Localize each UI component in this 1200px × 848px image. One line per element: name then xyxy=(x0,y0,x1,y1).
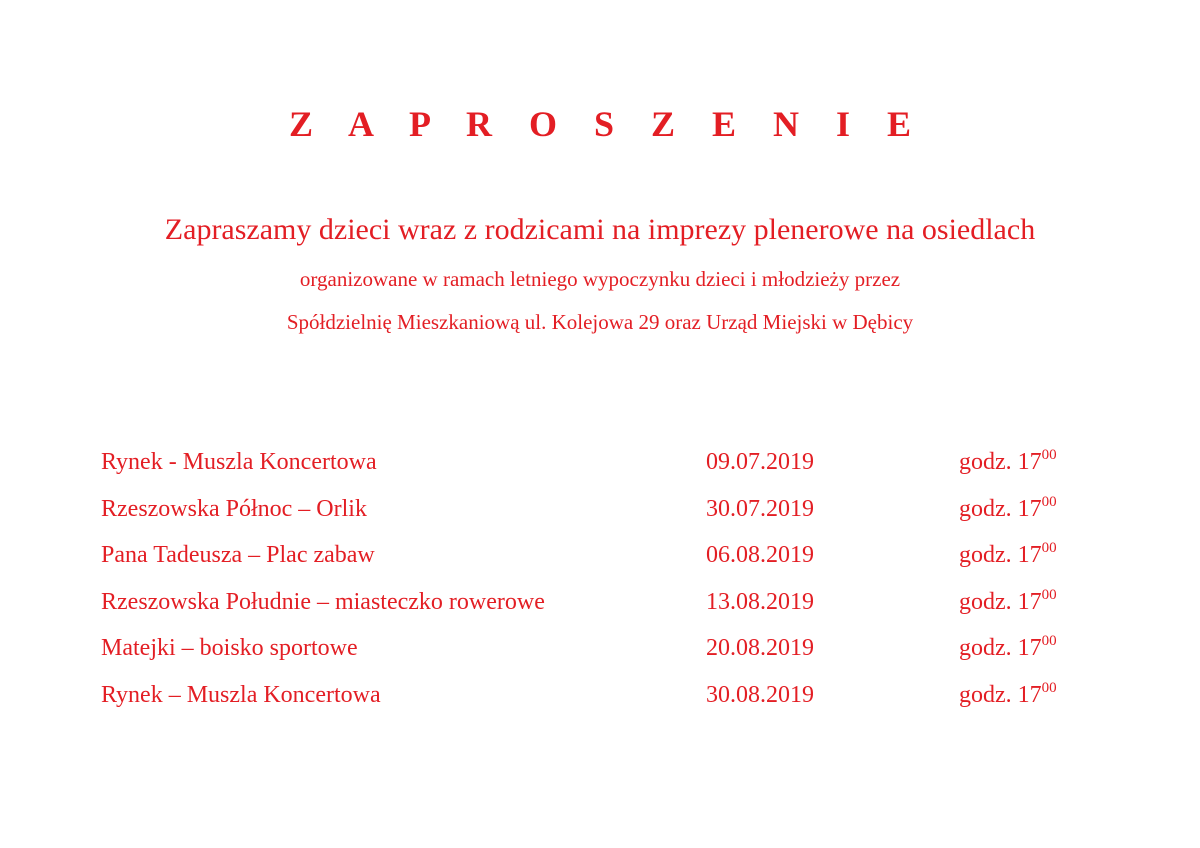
event-row xyxy=(0,625,1200,672)
event-time-hour: godz. 17 xyxy=(959,681,1042,708)
event-time xyxy=(959,439,1057,488)
event-row xyxy=(0,579,1200,626)
intro-organizers-line: organizowane w ramach letniego wypoczynku dzieci i młodzieży przez xyxy=(299,267,901,291)
event-place: Matejki – boisko sportowe xyxy=(101,635,358,662)
event-time-hour: godz. 17 xyxy=(959,635,1042,662)
intro-organizers-names: Spółdzielnię Mieszkaniową ul. Kolejowa 29 oraz Urząd Miejski w Dębicy xyxy=(286,310,914,334)
event-row xyxy=(0,532,1200,579)
event-time xyxy=(959,672,1057,721)
event-time xyxy=(959,579,1057,628)
event-time-minutes: 00 xyxy=(1041,447,1057,463)
event-place: Rzeszowska Północ – Orlik xyxy=(101,495,367,522)
event-time xyxy=(959,625,1057,674)
event-time-minutes: 00 xyxy=(1041,679,1057,696)
event-time-hour: godz. 17 xyxy=(959,449,1042,475)
event-date: 06.08.2019 xyxy=(706,542,814,569)
event-time-hour: godz. 17 xyxy=(959,542,1042,569)
event-row xyxy=(0,439,1200,486)
event-place: Rzeszowska Południe – miasteczko rowerowe xyxy=(101,588,545,615)
event-time-minutes: 00 xyxy=(1041,493,1057,510)
event-schedule xyxy=(0,439,1200,719)
event-time-minutes: 00 xyxy=(1041,586,1057,603)
event-time-hour: godz. 17 xyxy=(959,588,1042,615)
event-row xyxy=(0,672,1200,719)
intro-lead: Zapraszamy dzieci wraz z rodzicami na imprezy plenerowe na osiedlach xyxy=(164,213,1036,246)
event-date: 13.08.2019 xyxy=(706,588,814,615)
event-place: Rynek - Muszla Koncertowa xyxy=(101,449,377,475)
event-place: Rynek – Muszla Koncertowa xyxy=(101,681,381,708)
event-time xyxy=(959,486,1057,535)
event-time-minutes: 00 xyxy=(1041,540,1057,557)
event-date: 30.07.2019 xyxy=(706,495,814,522)
event-time-hour: godz. 17 xyxy=(959,495,1042,522)
page-title: Z A P R O S Z E N I E xyxy=(288,104,926,144)
event-date: 09.07.2019 xyxy=(706,449,814,475)
event-time xyxy=(959,532,1057,581)
event-date: 30.08.2019 xyxy=(706,681,814,708)
event-time-minutes: 00 xyxy=(1041,633,1057,650)
event-place: Pana Tadeusza – Plac zabaw xyxy=(101,542,375,569)
event-row xyxy=(0,486,1200,533)
event-date: 20.08.2019 xyxy=(706,635,814,662)
